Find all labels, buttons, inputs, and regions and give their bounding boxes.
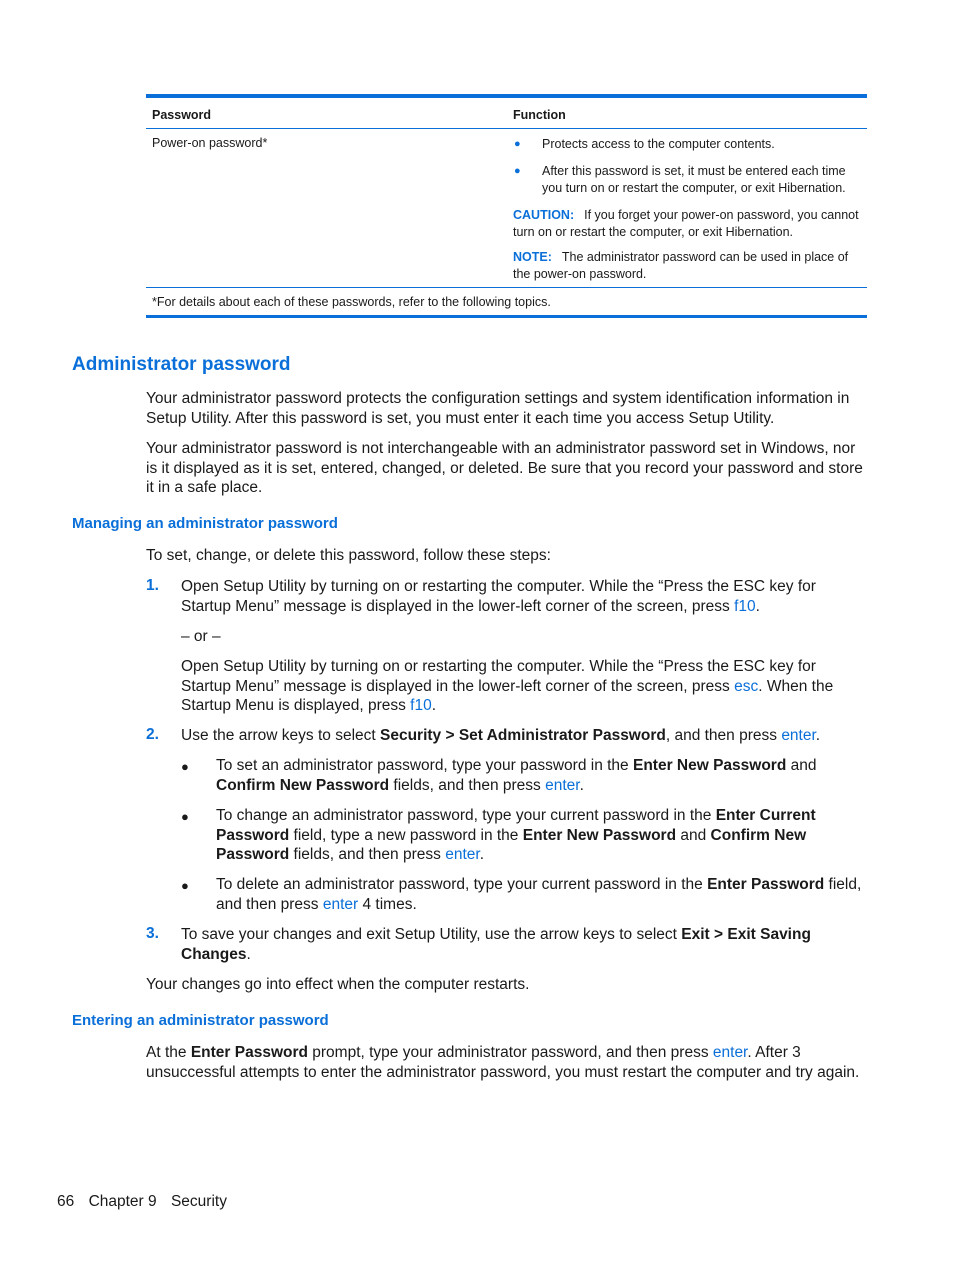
step-1-alt-text: Open Setup Utility by turning on or restarting the computer. While the “Press the ESC key for Startup Menu” message is displayed in the lower-left corner of the screen, press esc. When the Startup Menu is displayed, press f10. [181,658,834,714]
step-1-number: 1. [146,577,159,594]
section-title: Administrator password [72,354,291,375]
bullet-delete-password: To delete an administrator password, type your current password in the Enter Password field, and then press enter 4 times. [216,876,862,913]
key-enter: enter [322,895,359,913]
note-label: NOTE: [513,250,552,264]
step-2-text: Use the arrow keys to select Security > Set Administrator Password, and then press enter. [181,727,821,744]
key-enter: enter [445,846,480,863]
caution-note [513,207,861,241]
section-label: Security [170,1193,227,1210]
bullet-set-password: To set an administrator password, type your password in the Enter New Password and Confirm New Password fields, and then press enter. [216,757,817,794]
col-header-function: Function [513,108,566,122]
table-row [146,129,867,288]
note [513,249,861,283]
password-table [146,94,867,318]
bullet-icon: ● [181,809,189,824]
caution-text: If you forget your power-on password, you cannot turn on or restart the computer, or exit Hibernation. [513,208,859,239]
entering-heading: Entering an administrator password [72,1012,329,1029]
step-3-number: 3. [146,925,159,942]
bullet-change-password: To change an administrator password, type your current password in the Enter Current Password field, type a new password in the Enter New Password and Confirm New Password fields, and then press enter. [216,807,816,863]
note-text: The administrator password can be used in place of the power-on password. [513,250,849,281]
or-separator: – or – [181,628,221,645]
page-number: 66 [57,1193,75,1210]
intro-paragraph-2: Your administrator password is not interchangeable with an administrator password set in Windows, nor is it displayed as it is set, entered, changed, or deleted. Be sure that you record your password and store it in a safe place. [146,440,863,496]
bullet-icon: ● [181,878,189,893]
bullet-icon: ● [514,165,521,177]
managing-lead: To set, change, or delete this password, follow these steps: [146,547,551,564]
intro-paragraph-1: Your administrator password protects the configuration settings and system identification information in Setup Utility. After this password is set, you must enter it each time you access Setup Utility. [146,390,850,427]
page-footer [57,1193,237,1211]
table-header-row [146,98,867,129]
managing-outro: Your changes go into effect when the computer restarts. [146,976,530,993]
cell-function [507,129,867,287]
step-3-text: To save your changes and exit Setup Utility, use the arrow keys to select Exit > Exit Saving Changes. [181,926,811,963]
key-enter: enter [545,776,580,794]
key-enter: enter [712,1044,748,1061]
managing-heading: Managing an administrator password [72,515,338,532]
step-1-text: Open Setup Utility by turning on or restarting the computer. While the “Press the ESC key for Startup Menu” message is displayed in the lower-left corner of the screen, press f10. [181,578,816,615]
key-f10: f10 [410,697,432,714]
function-bullet: ● Protects access to the computer contents. [514,137,775,151]
bullet-icon: ● [181,759,189,774]
key-enter: enter [781,727,816,744]
function-bullet: ● After this password is set, it must be entered each time you turn on or restart the computer, or exit Hibernation. [514,164,846,195]
key-f10: f10 [734,597,756,615]
chapter-label: Chapter 9 [88,1193,157,1210]
key-esc: esc [734,677,759,695]
bullet-icon: ● [514,138,521,150]
table-footnote: *For details about each of these passwords, refer to the following topics. [146,288,867,318]
entering-paragraph: At the Enter Password prompt, type your administrator password, and then press enter. After 3 unsuccessful attempts to enter the administrator password, you must restart the computer and try again. [146,1044,860,1081]
cell-password-name: Power-on password* [152,136,268,150]
col-header-password: Password [152,108,212,122]
step-2-number: 2. [146,726,159,743]
caution-label: CAUTION: [513,208,575,222]
